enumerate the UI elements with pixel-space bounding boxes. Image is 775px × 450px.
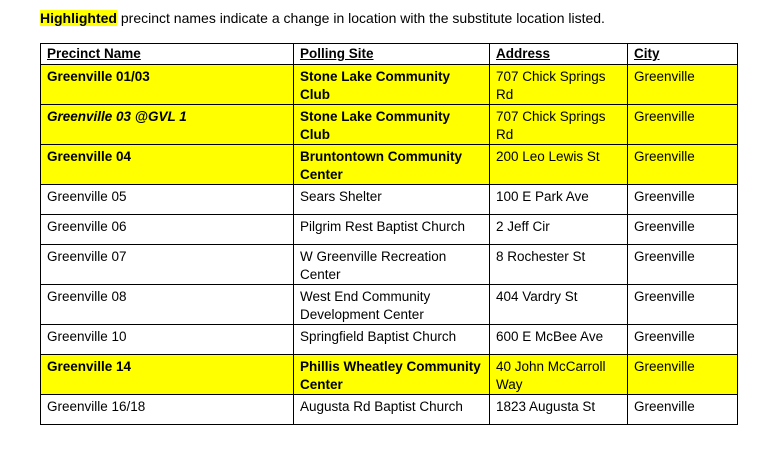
table-row	[41, 145, 738, 185]
table-row	[41, 185, 738, 215]
header-city: City	[628, 44, 738, 65]
precinct-name-cell: Greenville 03 @GVL 1	[41, 105, 294, 145]
address-cell: 404 Vardry St	[490, 285, 628, 325]
city-cell: Greenville	[628, 185, 738, 215]
city-cell: Greenville	[628, 65, 738, 105]
address-cell: 2 Jeff Cir	[490, 215, 628, 245]
address-cell: 1823 Augusta St	[490, 395, 628, 425]
table-header-row	[41, 44, 738, 65]
polling-site-cell: Pilgrim Rest Baptist Church	[294, 215, 490, 245]
address-cell: 100 E Park Ave	[490, 185, 628, 215]
table-row	[41, 215, 738, 245]
highlight-legend-note	[40, 9, 605, 27]
polling-site-cell: Springfield Baptist Church	[294, 325, 490, 355]
city-cell: Greenville	[628, 215, 738, 245]
header-polling-site: Polling Site	[294, 44, 490, 65]
address-cell: 8 Rochester St	[490, 245, 628, 285]
precinct-name-cell: Greenville 10	[41, 325, 294, 355]
polling-site-cell: Sears Shelter	[294, 185, 490, 215]
city-cell: Greenville	[628, 245, 738, 285]
header-address: Address	[490, 44, 628, 65]
precinct-name-cell: Greenville 07	[41, 245, 294, 285]
precinct-name-cell: Greenville 01/03	[41, 65, 294, 105]
polling-locations-table	[40, 43, 738, 425]
polling-site-cell: Stone Lake Community Club	[294, 105, 490, 145]
table-row	[41, 245, 738, 285]
city-cell: Greenville	[628, 325, 738, 355]
table-row	[41, 285, 738, 325]
polling-site-cell: Stone Lake Community Club	[294, 65, 490, 105]
polling-site-cell: Bruntontown Community Center	[294, 145, 490, 185]
city-cell: Greenville	[628, 105, 738, 145]
precinct-name-cell: Greenville 06	[41, 215, 294, 245]
precinct-name-cell: Greenville 05	[41, 185, 294, 215]
polling-site-cell: West End Community Development Center	[294, 285, 490, 325]
table-row	[41, 355, 738, 395]
polling-site-cell: Augusta Rd Baptist Church	[294, 395, 490, 425]
city-cell: Greenville	[628, 355, 738, 395]
table-row	[41, 105, 738, 145]
city-cell: Greenville	[628, 285, 738, 325]
table-row	[41, 325, 738, 355]
highlight-legend-word: Highlighted	[40, 10, 117, 26]
precinct-name-cell: Greenville 16/18	[41, 395, 294, 425]
address-cell: 707 Chick Springs Rd	[490, 105, 628, 145]
city-cell: Greenville	[628, 395, 738, 425]
header-precinct-name: Precinct Name	[41, 44, 294, 65]
highlight-legend-text: precinct names indicate a change in location with the substitute location listed.	[117, 10, 605, 26]
table-row	[41, 395, 738, 425]
table-row	[41, 65, 738, 105]
precinct-name-cell: Greenville 08	[41, 285, 294, 325]
address-cell: 40 John McCarroll Way	[490, 355, 628, 395]
precinct-name-cell: Greenville 04	[41, 145, 294, 185]
address-cell: 707 Chick Springs Rd	[490, 65, 628, 105]
city-cell: Greenville	[628, 145, 738, 185]
polling-site-cell: W Greenville Recreation Center	[294, 245, 490, 285]
address-cell: 200 Leo Lewis St	[490, 145, 628, 185]
polling-site-cell: Phillis Wheatley Community Center	[294, 355, 490, 395]
precinct-name-cell: Greenville 14	[41, 355, 294, 395]
address-cell: 600 E McBee Ave	[490, 325, 628, 355]
